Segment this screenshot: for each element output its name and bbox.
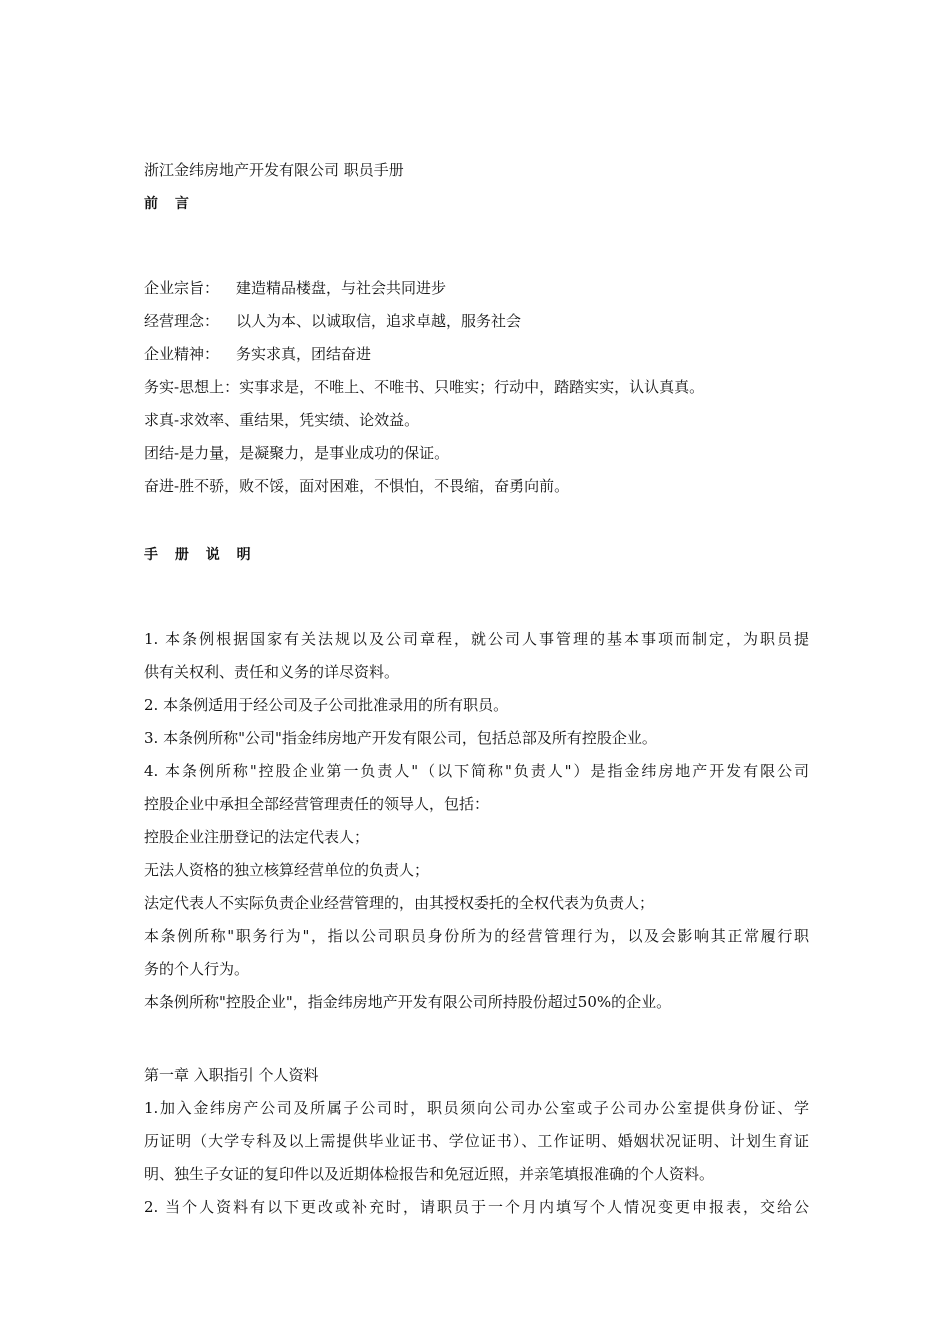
manual-paragraph: 2. 本条例适用于经公司及子公司批准录用的所有职员。 <box>144 696 509 714</box>
spirit-line <box>144 338 809 371</box>
preface-heading: 前 言 <box>144 196 195 212</box>
preface-paragraph: 奋进-胜不骄，败不馁，面对困难，不惧怕，不畏缩，奋勇向前。 <box>144 477 570 495</box>
manual-paragraph: 法定代表人不实际负责企业经营管理的，由其授权委托的全权代表为负责人； <box>144 894 655 912</box>
chapter1-heading: 第一章 入职指引 个人资料 <box>144 1066 319 1084</box>
document-title: 浙江金纬房地产开发有限公司 职员手册 <box>144 161 404 179</box>
preface-paragraph: 务实-思想上：实事求是，不唯上、不唯书、只唯实；行动中，踏踏实实，认认真真。 <box>144 378 705 396</box>
preface-paragraph: 求真-求效率、重结果，凭实绩、论效益。 <box>144 411 420 429</box>
manual-paragraph: 4. 本条例所称"控股企业第一负责人"（以下简称"负责人"）是指金纬房地产开发有限公司 <box>144 762 809 780</box>
philosophy-label: 经营理念： <box>144 312 220 330</box>
philosophy-text: 以人为本、以诚取信，追求卓越，服务社会 <box>236 312 522 330</box>
spirit-label: 企业精神： <box>144 345 220 363</box>
manual-paragraph: 本条例所称"职务行为"，指以公司职员身份所为的经营管理行为，以及会影响其正常履行职 <box>144 927 809 945</box>
chapter1-paragraph: 1.加入金纬房产公司及所属子公司时，职员须向公司办公室或子公司办公室提供身份证、学 <box>144 1099 809 1117</box>
chapter1-paragraph: 2. 当个人资料有以下更改或补充时，请职员于一个月内填写个人情况变更申报表，交给公 <box>144 1198 809 1216</box>
manual-paragraph: 供有关权利、责任和义务的详尽资料。 <box>144 663 400 681</box>
document-page <box>144 158 809 1224</box>
manual-paragraph: 无法人资格的独立核算经营单位的负责人； <box>144 861 430 879</box>
manual-paragraph: 控股企业注册登记的法定代表人； <box>144 828 370 846</box>
manual-heading: 手 册 说 明 <box>144 547 257 563</box>
purpose-text: 建造精品楼盘，与社会共同进步 <box>236 279 447 297</box>
manual-paragraph: 本条例所称"控股企业"，指金纬房地产开发有限公司所持股份超过50%的企业。 <box>144 993 672 1011</box>
purpose-label: 企业宗旨： <box>144 279 220 297</box>
manual-paragraph: 1. 本条例根据国家有关法规以及公司章程，就公司人事管理的基本事项而制定，为职员提 <box>144 630 809 648</box>
chapter1-paragraph: 历证明（大学专科及以上需提供毕业证书、学位证书）、工作证明、婚姻状况证明、计划生育证 <box>144 1132 809 1150</box>
manual-paragraph: 3. 本条例所称"公司"指金纬房地产开发有限公司，包括总部及所有控股企业。 <box>144 729 657 747</box>
spirit-text: 务实求真，团结奋进 <box>236 345 372 363</box>
preface-paragraph: 团结-是力量，是凝聚力，是事业成功的保证。 <box>144 444 450 462</box>
chapter1-paragraph: 明、独生子女证的复印件以及近期体检报告和免冠近照，并亲笔填报准确的个人资料。 <box>144 1165 715 1183</box>
manual-paragraph: 务的个人行为。 <box>144 960 250 978</box>
purpose-line <box>144 272 809 305</box>
philosophy-line <box>144 305 809 338</box>
manual-paragraph: 控股企业中承担全部经营管理责任的领导人，包括： <box>144 795 490 813</box>
